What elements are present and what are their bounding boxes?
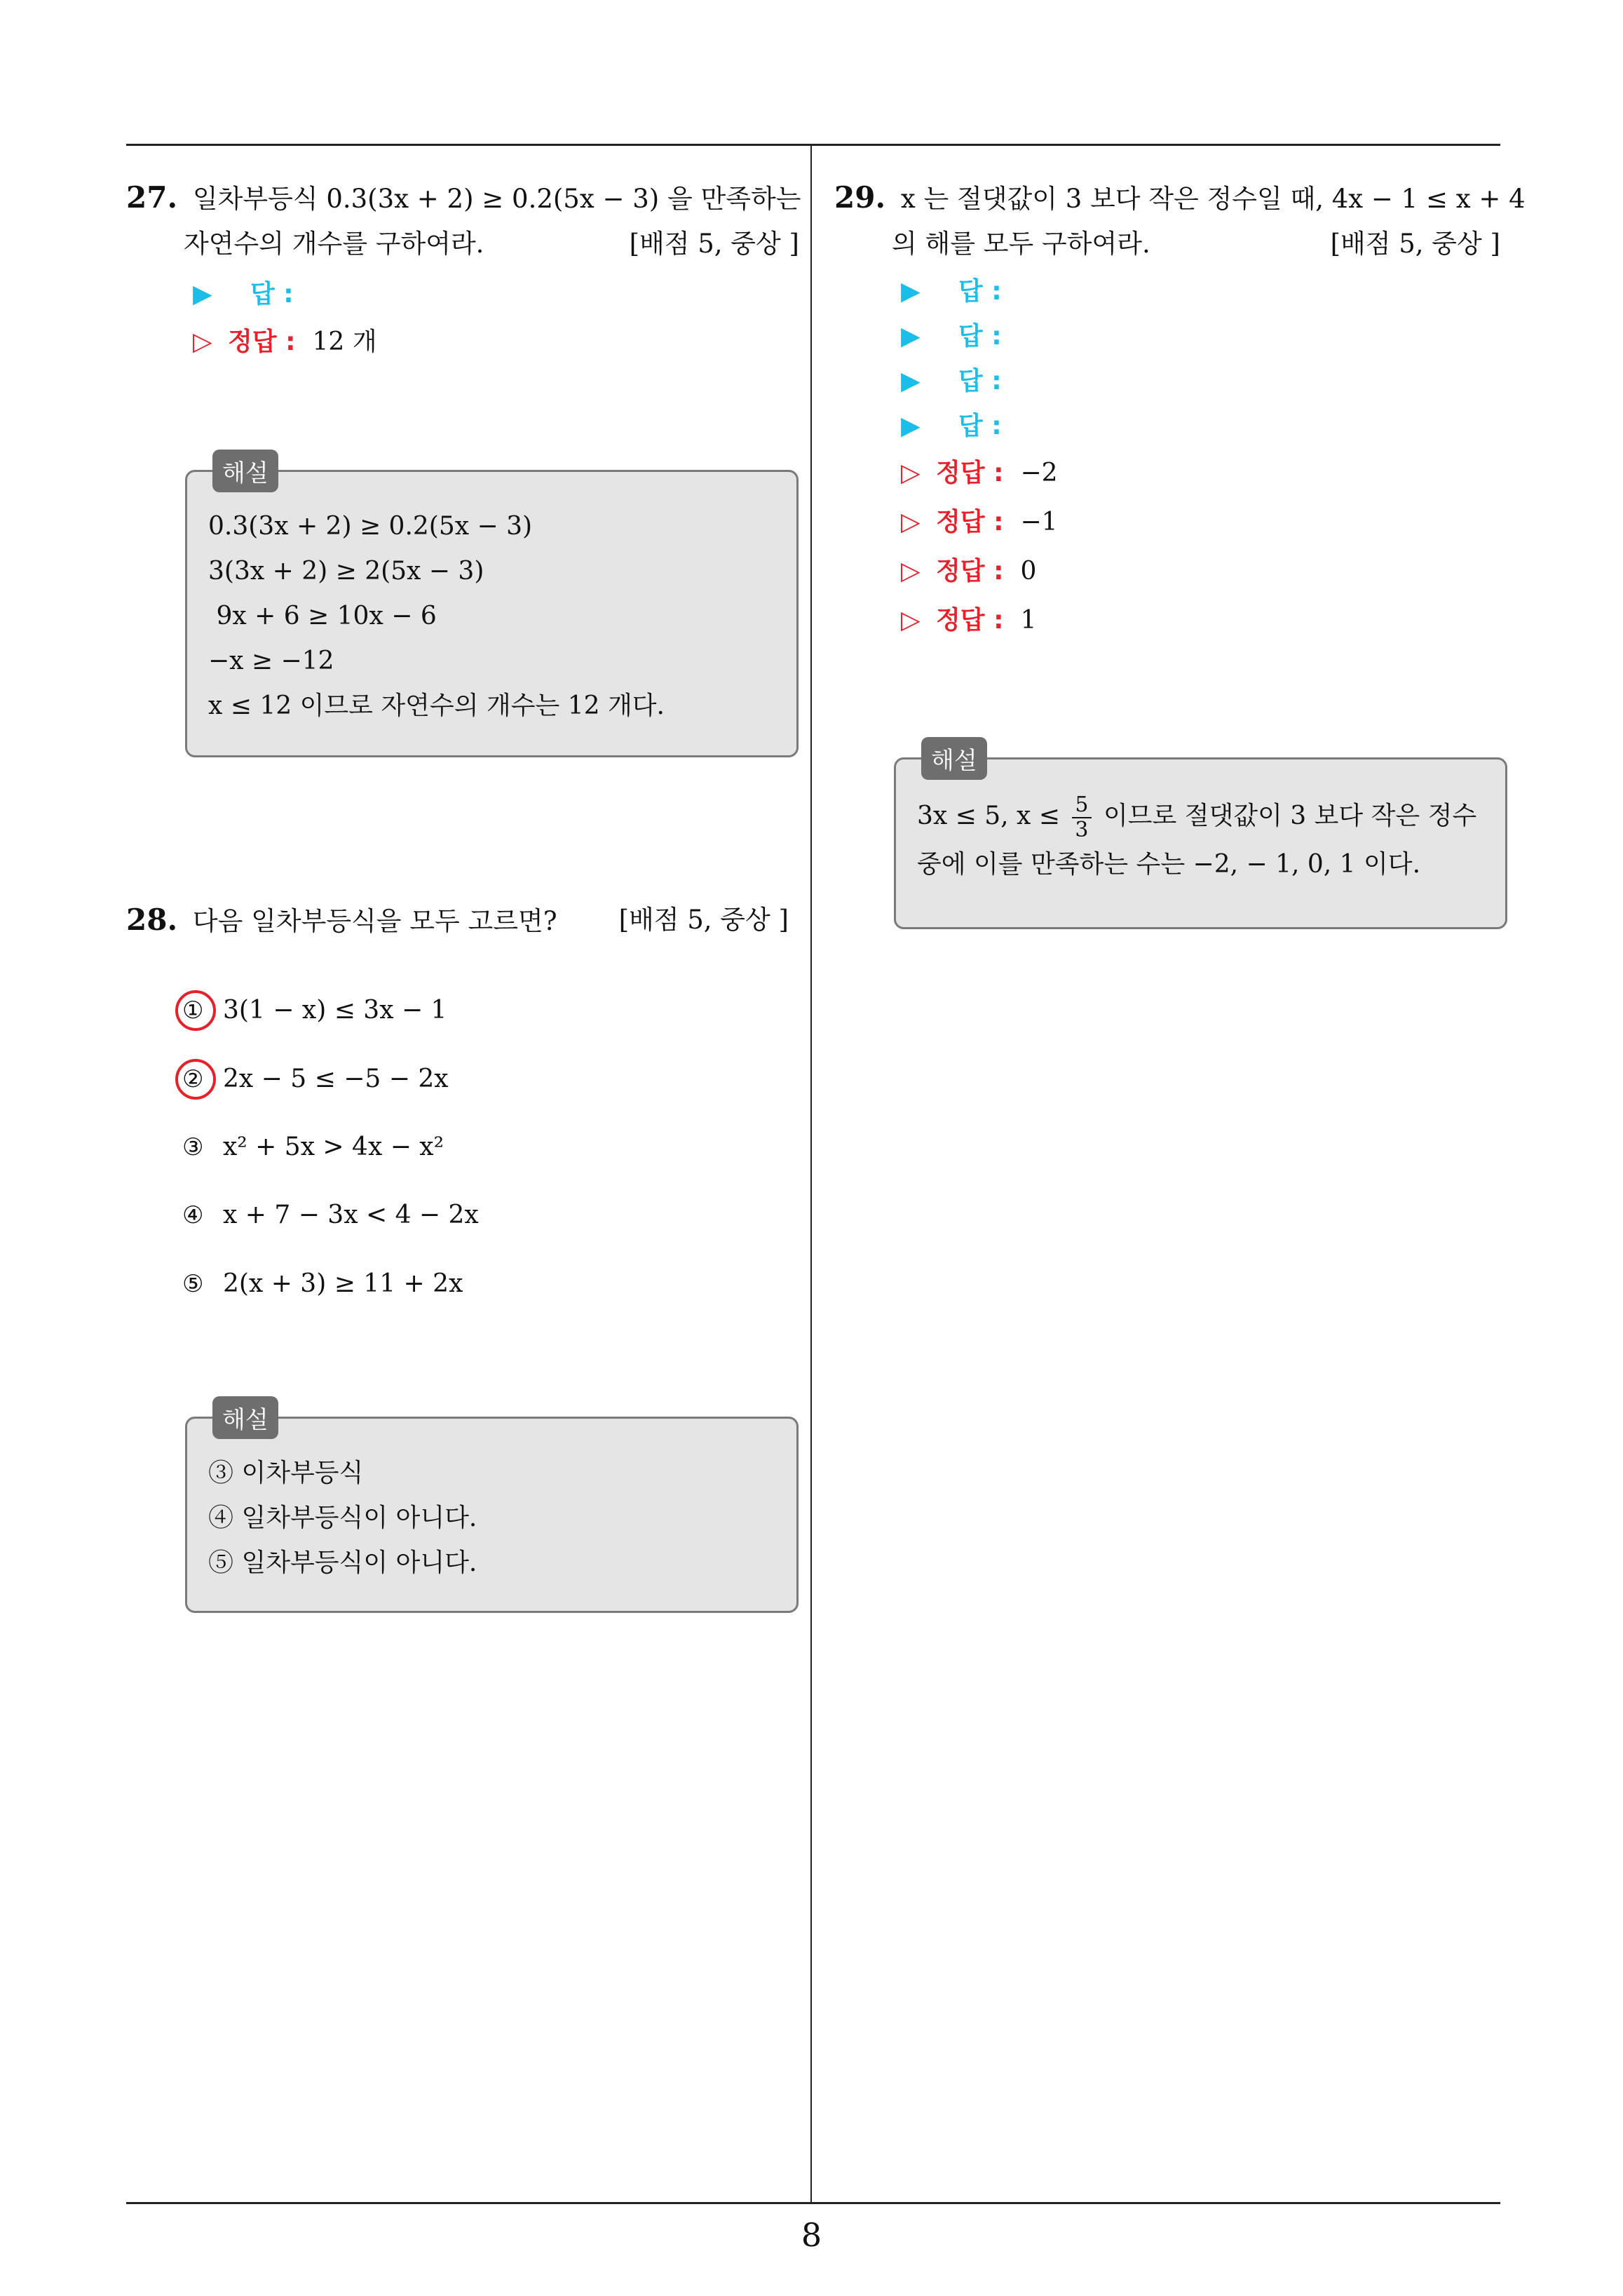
answer-list [901, 269, 1507, 645]
score-label: [배점 5, 중상 ] [629, 229, 799, 259]
answer-row [901, 404, 1507, 449]
answer-arrow-icon: ▶ [901, 412, 921, 440]
correct-arrow-icon: ▷ [901, 508, 921, 536]
correct-answer-row [901, 547, 1507, 596]
explanation-line: 9x + 6 ≥ 10x − 6 [208, 602, 437, 630]
question-text: 일차부등식 0.3(3x + 2) ≥ 0.2(5x − 3) 을 만족하는 [192, 184, 801, 214]
correct-label: 정답 : [936, 508, 1004, 536]
selected-circle-mark [175, 990, 216, 1031]
choice-text: 3(1 − x) ≤ 3x − 1 [223, 996, 447, 1025]
choice-2[interactable] [182, 1065, 449, 1093]
selected-circle-mark [175, 1059, 216, 1100]
correct-arrow-icon: ▷ [193, 327, 212, 356]
explanation-tag: 해설 [921, 737, 987, 780]
correct-answer-row [901, 449, 1507, 498]
correct-value: −2 [1020, 459, 1058, 487]
explanation-tag: 해설 [212, 450, 278, 492]
explanation-line: 3(3x + 2) ≥ 2(5x − 3) [208, 557, 484, 586]
choice-number: ③ [182, 1133, 204, 1161]
fraction-denominator: 3 [1075, 818, 1089, 842]
answer-label: 답 : [958, 412, 1002, 440]
correct-value: −1 [1020, 508, 1058, 536]
explanation-line: ⑤ 일차부등식이 아니다. [208, 1548, 477, 1577]
explanation-line: 중에 이를 만족하는 수는 −2, − 1, 0, 1 이다. [917, 850, 1421, 879]
explanation-box-27 [185, 459, 799, 757]
answer-row [193, 271, 799, 318]
explanation-text: 이므로 절댓값이 3 보다 작은 정수 [1103, 802, 1477, 830]
correct-arrow-icon: ▷ [901, 459, 921, 487]
answer-arrow-icon: ▶ [901, 367, 921, 396]
correct-label: 정답 : [936, 557, 1004, 586]
choice-number: ① [182, 996, 204, 1025]
choice-text: 2(x + 3) ≥ 11 + 2x [223, 1269, 463, 1298]
correct-label: 정답 : [936, 606, 1004, 635]
question-text: 자연수의 개수를 구하여라. [184, 229, 484, 259]
explanation-line: ③ 이차부등식 [208, 1459, 364, 1487]
choice-text: x² + 5x > 4x − x² [223, 1133, 444, 1161]
correct-arrow-icon: ▷ [901, 557, 921, 586]
answer-arrow-icon: ▶ [193, 280, 212, 309]
answer-arrow-icon: ▶ [901, 277, 921, 306]
explanation-line: 0.3(3x + 2) ≥ 0.2(5x − 3) [208, 512, 533, 541]
answer-row [901, 269, 1507, 314]
choice-number: ⑤ [182, 1269, 204, 1298]
choice-number: ② [182, 1065, 204, 1093]
question-text: 의 해를 모두 구하여라. [892, 229, 1150, 259]
question-27 [126, 175, 799, 366]
answer-label: 답 : [958, 367, 1002, 396]
fraction-numerator: 5 [1072, 793, 1091, 818]
fraction [1072, 793, 1091, 842]
bottom-rule [126, 2202, 1500, 2204]
answer-arrow-icon: ▶ [901, 322, 921, 351]
explanation-tag: 해설 [212, 1396, 278, 1439]
choice-4[interactable] [182, 1201, 479, 1229]
explanation-line: −x ≥ −12 [208, 647, 334, 675]
explanation-box-28 [185, 1406, 799, 1613]
choice-1[interactable] [182, 996, 447, 1025]
correct-answer-row [193, 318, 799, 366]
choice-text: 2x − 5 ≤ −5 − 2x [223, 1065, 449, 1093]
question-text: 다음 일차부등식을 모두 고르면? [192, 906, 557, 936]
correct-label: 정답 : [228, 327, 296, 356]
answer-label: 답 : [958, 322, 1002, 351]
question-number: 28. [126, 903, 178, 937]
correct-arrow-icon: ▷ [901, 606, 921, 635]
correct-value: 12 개 [312, 327, 377, 356]
answer-label: 답 : [250, 280, 294, 309]
answer-label: 답 : [958, 277, 1002, 306]
correct-label: 정답 : [936, 459, 1004, 487]
explanation-line: ④ 일차부등식이 아니다. [208, 1504, 477, 1532]
choice-number: ④ [182, 1201, 204, 1229]
page-number: 8 [801, 2216, 822, 2254]
explanation-text: 3x ≤ 5, x ≤ [917, 802, 1060, 830]
question-number: 27. [126, 180, 178, 215]
top-rule [126, 144, 1500, 146]
answer-row [901, 359, 1507, 404]
choice-5[interactable] [182, 1269, 463, 1298]
question-number: 29. [834, 180, 886, 215]
correct-answer-row [901, 596, 1507, 645]
answer-row [901, 314, 1507, 359]
correct-value: 0 [1020, 557, 1037, 586]
score-label: [배점 5, 중상 ] [1330, 229, 1500, 259]
choice-3[interactable] [182, 1133, 444, 1161]
choice-text: x + 7 − 3x < 4 − 2x [223, 1201, 479, 1229]
column-divider [810, 144, 812, 2202]
question-29 [834, 175, 1526, 645]
explanation-line: x ≤ 12 이므로 자연수의 개수는 12 개다. [208, 691, 665, 720]
score-label: [배점 5, 중상 ] [618, 905, 789, 935]
correct-answer-row [901, 498, 1507, 547]
question-text: x 는 절댓값이 3 보다 작은 정수일 때, 4x − 1 ≤ x + 4 [900, 184, 1526, 214]
correct-value: 1 [1020, 606, 1037, 635]
explanation-box-29 [894, 747, 1507, 929]
